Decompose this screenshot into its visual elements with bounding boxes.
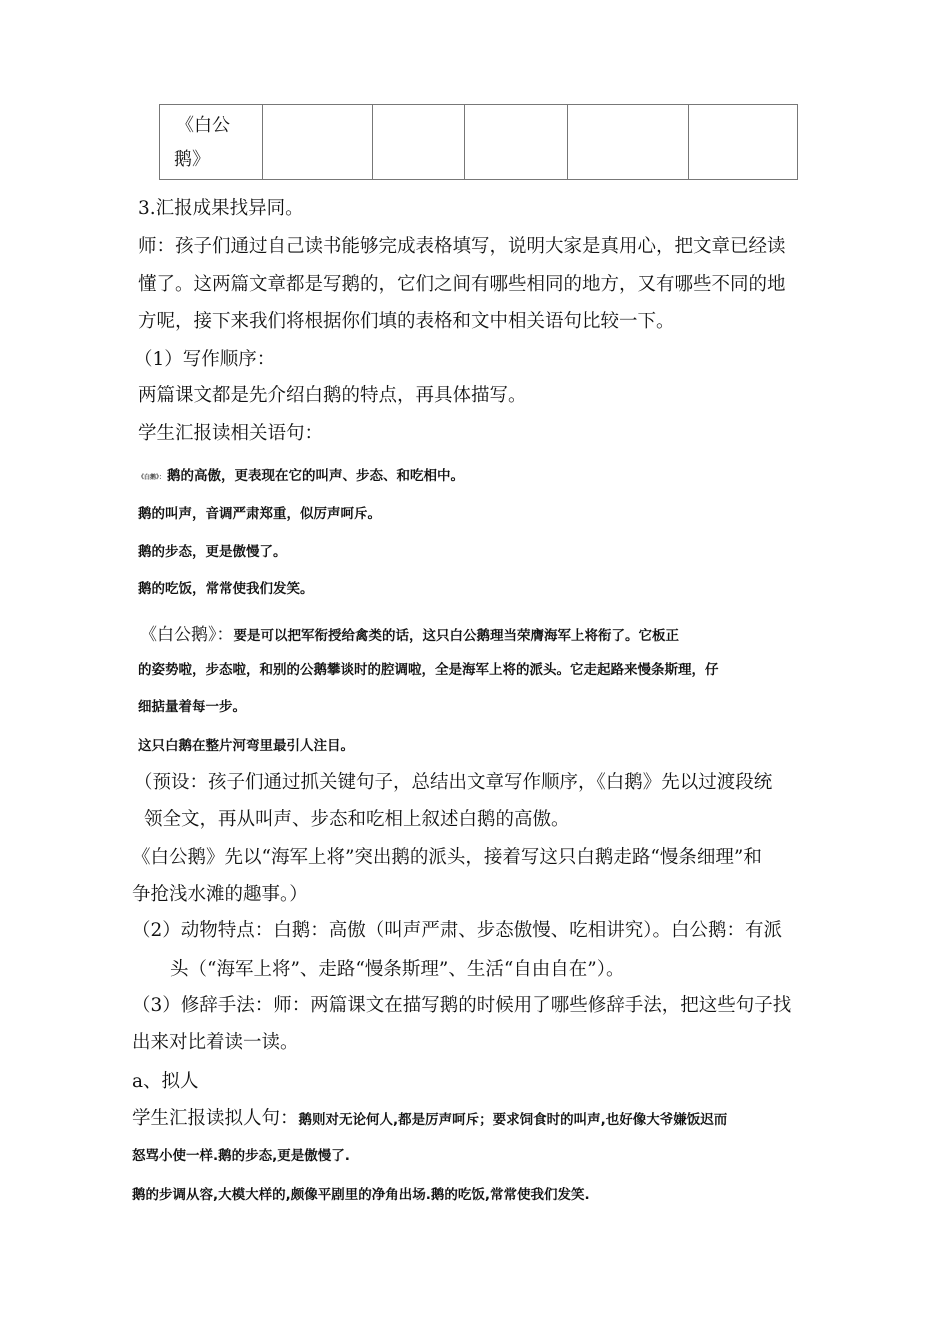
paragraph-line: 方呢，接下来我们将根据你们填的表格和文中相关语句比较一下。 bbox=[138, 311, 675, 332]
table-cell bbox=[263, 105, 373, 180]
table-cell-title bbox=[160, 105, 263, 180]
paragraph-line: a、拟人 bbox=[132, 1071, 199, 1092]
paragraph-line: 《白公鹅》先以“海军上将”突出鹅的派头，接着写这只白鹅走路“慢条细理”和 bbox=[132, 847, 762, 868]
quote-line: 的姿势啦，步态啦，和别的公鹅攀谈时的腔调啦，全是海军上将的派头。它走起路来慢条斯理，仔 bbox=[138, 662, 719, 678]
paragraph-line: （1）写作顺序： bbox=[134, 349, 276, 370]
paragraph-line: 学生汇报读相关语句： bbox=[138, 423, 324, 444]
quote-line: 怒骂小使一样.鹅的步态,更是傲慢了. bbox=[132, 1148, 350, 1164]
paragraph-line: 领全文，再从叫声、步态和吃相上叙述白鹅的高傲。 bbox=[144, 809, 570, 830]
table-cell bbox=[689, 105, 798, 180]
quote-line bbox=[138, 464, 464, 484]
paragraph-line: （3）修辞手法：师：两篇课文在描写鹅的时候用了哪些修辞手法，把这些句子找 bbox=[132, 995, 792, 1016]
paragraph-line: （2）动物特点：白鹅：高傲（叫声严肃、步态傲慢、吃相讲究）。白公鹅：有派 bbox=[132, 920, 783, 941]
paragraph-line: 两篇课文都是先介绍白鹅的特点，再具体描写。 bbox=[138, 385, 527, 406]
quote-line: 鹅的步调从容,大模大样的,颇像平剧里的净角出场.鹅的吃饭,常常使我们发笑. bbox=[132, 1187, 590, 1203]
paragraph-line: 出来对比着读一读。 bbox=[132, 1032, 299, 1053]
quote-text: 鹅则对无论何人,都是厉声呵斥；要求饲食时的叫声,也好像大爷嫌饭迟而 bbox=[298, 1112, 728, 1128]
quote-line bbox=[140, 620, 679, 645]
row-label-line1: 《白公 bbox=[176, 115, 230, 136]
quote-text: 鹅的高傲，更表现在它的叫声、步态、和吃相中。 bbox=[167, 468, 465, 484]
quote-line: 鹅的步态，更是傲慢了。 bbox=[138, 544, 287, 560]
quote-line: 这只白鹅在整片河弯里最引人注目。 bbox=[138, 738, 354, 754]
quote-source-tag: 《白鹅》： bbox=[138, 473, 166, 481]
paragraph-line: 争抢浅水滩的趣事。） bbox=[132, 884, 308, 905]
lead-text: 学生汇报读拟人句： bbox=[132, 1108, 299, 1129]
paragraph-line: 懂了。这两篇文章都是写鹅的，它们之间有哪些相同的地方，又有哪些不同的地 bbox=[138, 274, 786, 295]
paragraph-line: 师：孩子们通过自己读书能够完成表格填写，说明大家是真用心，把文章已经读 bbox=[138, 236, 786, 257]
table-cell bbox=[568, 105, 689, 180]
quote-source-tag: 《白公鹅》： bbox=[140, 625, 234, 645]
quote-line: 鹅的吃饭，常常使我们发笑。 bbox=[138, 581, 314, 597]
paragraph-line: （预设：孩子们通过抓关键句子，总结出文章写作顺序，《白鹅》先以过渡段统 bbox=[134, 772, 773, 793]
quote-line: 鹅的叫声，音调严肃郑重，似厉声呵斥。 bbox=[138, 506, 381, 522]
table-cell bbox=[465, 105, 568, 180]
section-heading: 3.汇报成果找异同。 bbox=[138, 198, 304, 219]
paragraph-line bbox=[132, 1104, 727, 1130]
paragraph-line: 头（“海军上将”、走路“慢条斯理”、生活“自由自在”）。 bbox=[170, 959, 625, 980]
table-row bbox=[160, 105, 798, 180]
quote-line: 细掂量着每一步。 bbox=[138, 699, 246, 715]
row-label-line2: 鹅》 bbox=[174, 149, 210, 170]
quote-text: 要是可以把军衔授给禽类的话，这只白公鹅理当荣膺海军上将衔了。它板正 bbox=[233, 628, 679, 644]
comparison-table bbox=[159, 104, 798, 180]
table-cell bbox=[373, 105, 465, 180]
